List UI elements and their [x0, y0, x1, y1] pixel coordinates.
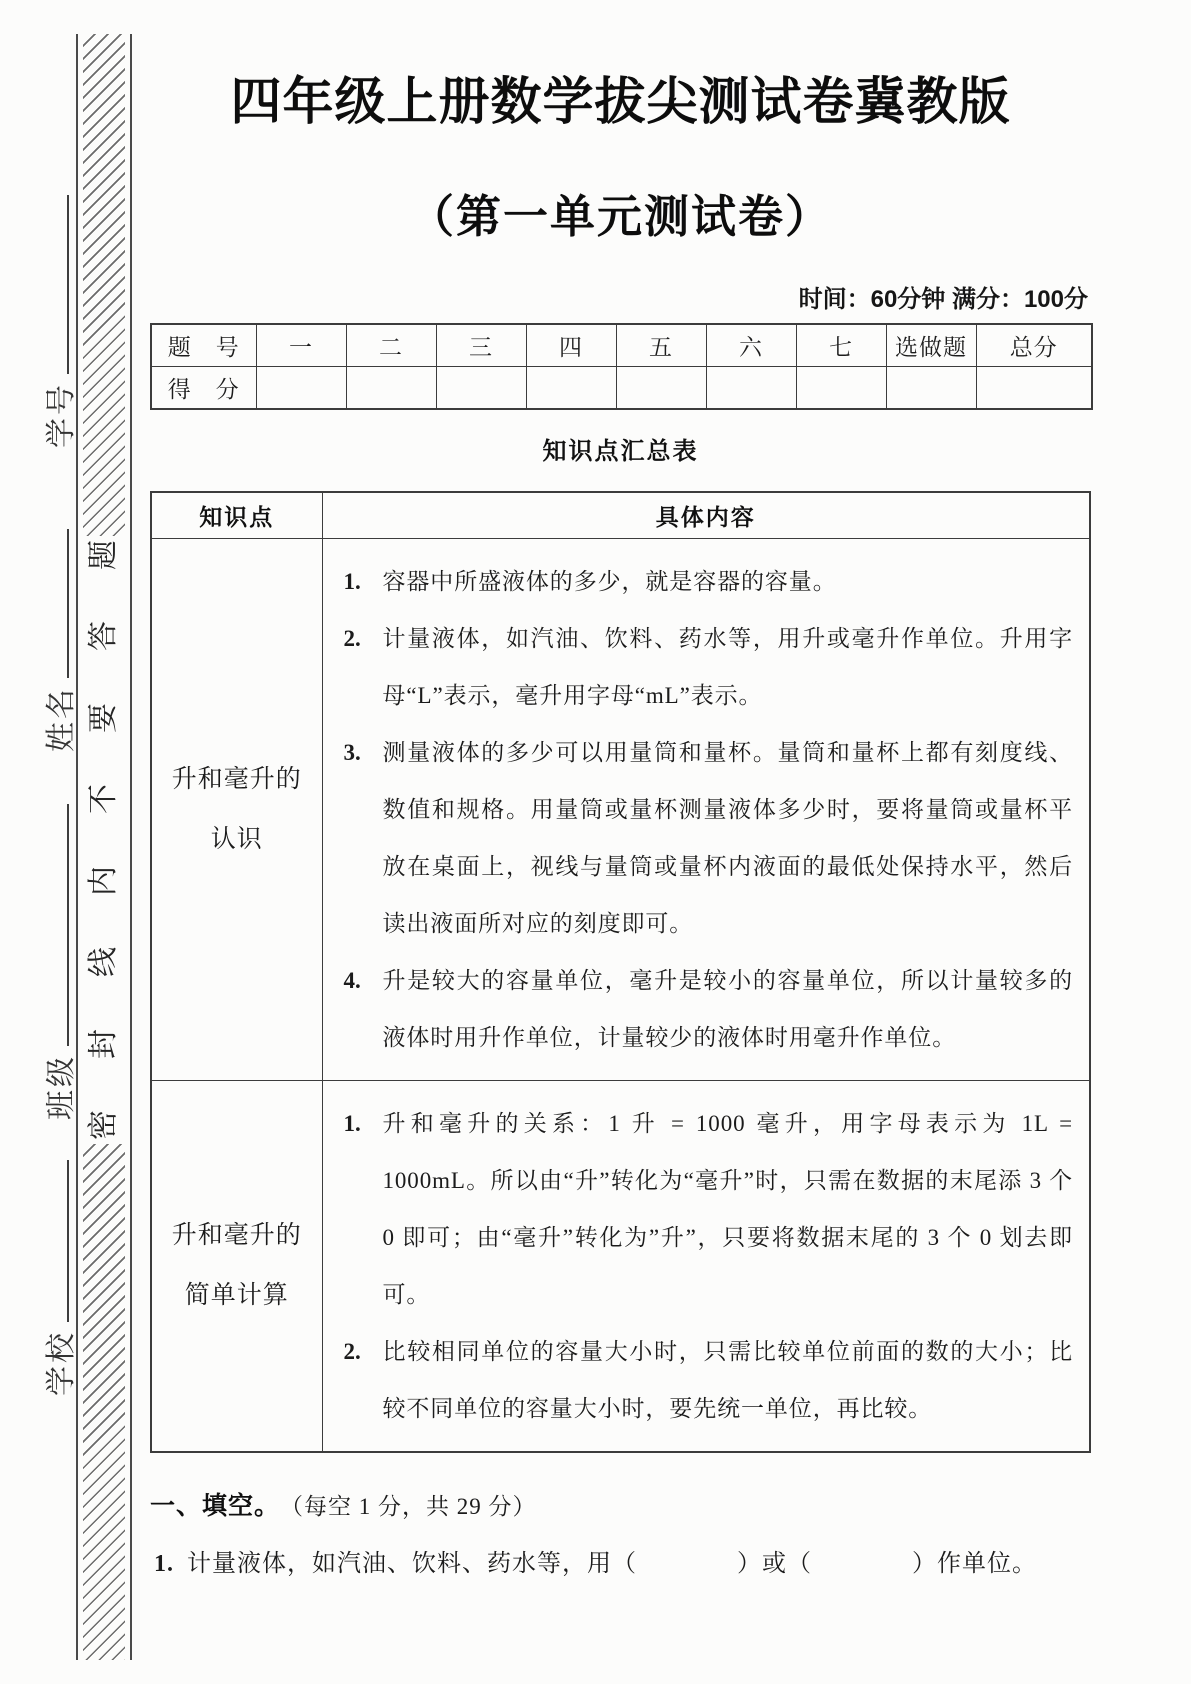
item-number: 1. [343, 569, 361, 595]
school-field [34, 1158, 78, 1396]
question-text: 计量液体，如汽油、饮料、药水等，用（ ）或（ ）作单位。 [187, 1551, 1037, 1578]
topic-text: 简单计算 [184, 1282, 289, 1310]
score-cell [526, 366, 616, 409]
seal-char: 答 [87, 621, 120, 652]
table-row [151, 1081, 1090, 1453]
col-header-topic: 知识点 [151, 492, 322, 539]
score-cell [976, 366, 1092, 409]
student-id-field [34, 193, 78, 448]
item-number: 2. [343, 626, 361, 652]
topic-text: 升和毫升的 [171, 1222, 302, 1250]
score-cell [706, 366, 796, 409]
score-header-cell: 二 [346, 324, 436, 367]
question-1 [150, 1548, 1091, 1582]
score-header-cell: 选做题 [886, 324, 976, 367]
seal-char: 题 [87, 540, 120, 570]
blank-line [67, 804, 69, 1046]
seal-line-text [78, 536, 130, 1144]
knowledge-item [339, 1323, 1074, 1437]
topic-cell [151, 539, 322, 1081]
score-header-cell: 五 [616, 324, 706, 367]
student-id-label: 学号 [45, 382, 78, 448]
seal-char: 密 [87, 1109, 120, 1140]
item-text: 容器中所盛液体的多少，就是容器的容量。 [382, 569, 837, 595]
student-name-field [34, 527, 78, 752]
section-title: 一、填空。 [150, 1492, 281, 1521]
item-text: 升是较大的容量单位，毫升是较小的容量单位，所以计量较多的液体时用升作单位，计量较少的液体时用毫升作单位。 [382, 968, 1073, 1051]
score-header-cell: 七 [796, 324, 886, 367]
item-number: 4. [343, 968, 361, 994]
item-text: 升和毫升的关系：1 升 = 1000 毫升，用字母表示为 1L = 1000mL。所以由“升”转化为“毫升”时，只需在数据的末尾添 3 个 0 即可；由“毫升”转化为”升”，只要将数据末尾的 3 个 0 划去即可。 [382, 1111, 1073, 1308]
time-score-info: 时间：60分钟 满分：100分 [798, 285, 1088, 313]
topic-text: 认识 [210, 825, 263, 853]
score-cell [256, 366, 346, 409]
item-text: 测量液体的多少可以用量筒和量杯。量筒和量杯上都有刻度线、数值和规格。用量筒或量杯测量液体多少时，要将量筒或量杯平放在桌面上，视线与量筒或量杯内液面的最低处保持水平，然后读出液面所对应的刻度即可。 [382, 740, 1073, 937]
score-cell [616, 366, 706, 409]
score-header-row [151, 324, 1092, 367]
item-number: 3. [343, 740, 361, 766]
section-note: （每空 1 分，共 29 分） [280, 1494, 537, 1520]
knowledge-header-row [151, 492, 1090, 539]
seal-band [76, 34, 132, 1660]
item-text: 比较相同单位的容量大小时，只需比较单位前面的数的大小；比较不同单位的容量大小时，要先统一单位，再比较。 [382, 1339, 1073, 1422]
class-label: 班级 [45, 1054, 78, 1120]
content-cell [322, 539, 1090, 1081]
question-number: 1. [154, 1551, 174, 1578]
summary-table-heading: 知识点汇总表 [542, 437, 699, 465]
score-header-cell: 一 [256, 324, 346, 367]
blank-line [67, 529, 69, 678]
knowledge-item [339, 610, 1074, 724]
seal-char: 内 [87, 865, 120, 896]
score-header-cell: 题 号 [151, 324, 256, 367]
score-header-cell: 总分 [976, 324, 1092, 367]
score-row-label: 得 分 [151, 366, 256, 409]
topic-text: 升和毫升的 [171, 765, 302, 793]
item-number: 2. [343, 1339, 361, 1365]
knowledge-item [339, 952, 1074, 1066]
hatch-pattern-bottom [83, 1144, 125, 1660]
score-value-row [151, 366, 1092, 409]
seal-char: 要 [87, 702, 120, 733]
knowledge-item [339, 724, 1074, 952]
blank-line [67, 195, 69, 374]
section-1-heading [150, 1486, 1091, 1522]
page-title: 四年级上册数学拔尖测试卷冀教版 [230, 73, 1011, 130]
main-content [150, 0, 1091, 1582]
score-cell [346, 366, 436, 409]
col-header-content: 具体内容 [322, 492, 1090, 539]
school-label: 学校 [45, 1330, 78, 1396]
knowledge-item [339, 553, 1074, 610]
knowledge-table [150, 491, 1091, 1454]
score-cell [886, 366, 976, 409]
table-row [151, 539, 1090, 1081]
page-subtitle: （第一单元测试卷） [408, 190, 832, 242]
score-header-cell: 四 [526, 324, 616, 367]
knowledge-item [339, 1095, 1074, 1323]
topic-cell [151, 1081, 322, 1453]
seal-char: 线 [87, 947, 120, 978]
blank-line [67, 1160, 69, 1322]
score-table [150, 323, 1093, 410]
score-cell [436, 366, 526, 409]
class-field [34, 802, 78, 1120]
seal-char: 封 [87, 1028, 120, 1059]
content-cell [322, 1081, 1090, 1453]
score-cell [796, 366, 886, 409]
student-name-label: 姓名 [45, 686, 78, 752]
score-header-cell: 六 [706, 324, 796, 367]
item-number: 1. [343, 1111, 361, 1137]
item-text: 计量液体，如汽油、饮料、药水等，用升或毫升作单位。升用字母“L”表示，毫升用字母“mL”表示。 [382, 626, 1073, 709]
score-header-cell: 三 [436, 324, 526, 367]
hatch-pattern-top [83, 34, 125, 536]
seal-char: 不 [87, 784, 120, 815]
